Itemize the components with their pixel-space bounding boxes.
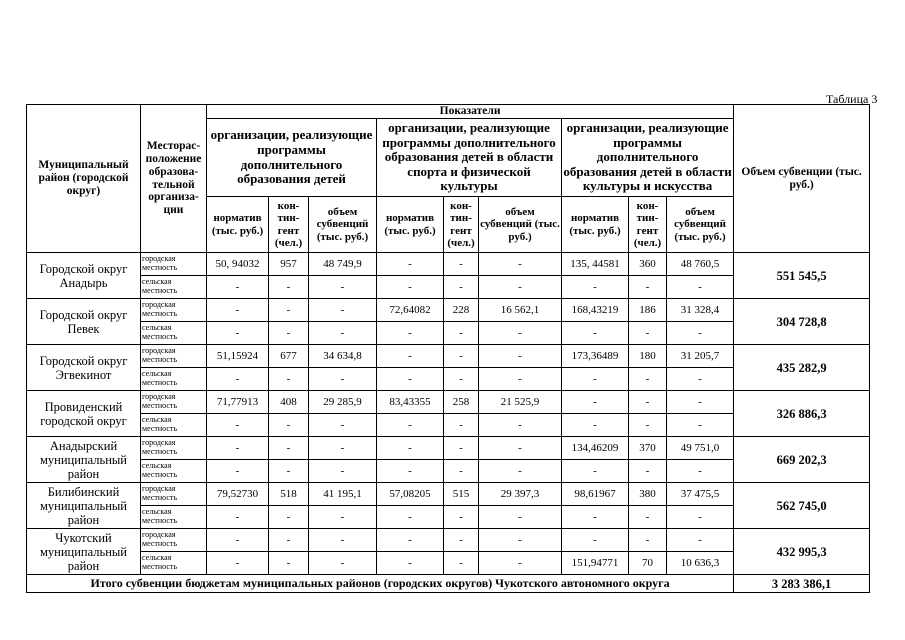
sub-header: кон-тин-гент (чел.) — [444, 197, 479, 253]
location-type: сельская местность — [141, 460, 207, 483]
value-cell: - — [629, 368, 667, 391]
value-cell: - — [269, 368, 309, 391]
value-cell: - — [479, 460, 562, 483]
value-cell: - — [667, 322, 734, 345]
footer-label: Итого субвенции бюджетам муниципальных районов (городских округов) Чукотского автономного округа — [27, 575, 734, 593]
value-cell: 408 — [269, 391, 309, 414]
value-cell: - — [377, 529, 444, 552]
value-cell: - — [444, 529, 479, 552]
value-cell: 21 525,9 — [479, 391, 562, 414]
table-row — [27, 299, 870, 322]
location-type: городская местность — [141, 529, 207, 552]
value-cell: - — [479, 276, 562, 299]
location-type: сельская местность — [141, 322, 207, 345]
district-name: Анадырский муниципальный район — [27, 437, 141, 483]
value-cell: - — [309, 529, 377, 552]
value-cell: 83,43355 — [377, 391, 444, 414]
table-row — [27, 483, 870, 506]
value-cell: - — [629, 414, 667, 437]
value-cell: - — [444, 322, 479, 345]
value-cell: - — [377, 460, 444, 483]
value-cell: - — [444, 506, 479, 529]
value-cell: - — [479, 414, 562, 437]
location-type: сельская местность — [141, 276, 207, 299]
table-row — [27, 345, 870, 368]
district-total: 432 995,3 — [734, 529, 870, 575]
location-type: городская местность — [141, 299, 207, 322]
value-cell: 31 205,7 — [667, 345, 734, 368]
value-cell: - — [377, 345, 444, 368]
location-type: городская местность — [141, 437, 207, 460]
table-row — [27, 391, 870, 414]
group-header: организации, реализующие программы дополнительного образования детей — [207, 119, 377, 197]
value-cell: - — [562, 368, 629, 391]
value-cell: - — [479, 322, 562, 345]
district-total: 435 282,9 — [734, 345, 870, 391]
value-cell: - — [562, 460, 629, 483]
table-row — [27, 253, 870, 276]
value-cell: - — [629, 391, 667, 414]
value-cell: - — [667, 368, 734, 391]
value-cell: 71,77913 — [207, 391, 269, 414]
value-cell: - — [629, 276, 667, 299]
indicators-header: Показатели — [207, 105, 734, 119]
value-cell: 677 — [269, 345, 309, 368]
value-cell: - — [207, 414, 269, 437]
sub-header: объем субвенций (тыс. руб.) — [309, 197, 377, 253]
value-cell: - — [207, 506, 269, 529]
value-cell: - — [309, 299, 377, 322]
value-cell: 135, 44581 — [562, 253, 629, 276]
location-type: городская местность — [141, 345, 207, 368]
value-cell: 49 751,0 — [667, 437, 734, 460]
value-cell: 16 562,1 — [479, 299, 562, 322]
value-cell: - — [309, 276, 377, 299]
location-type: городская местность — [141, 253, 207, 276]
value-cell: 98,61967 — [562, 483, 629, 506]
value-cell: - — [309, 460, 377, 483]
value-cell: - — [377, 276, 444, 299]
value-cell: 29 285,9 — [309, 391, 377, 414]
value-cell: 173,36489 — [562, 345, 629, 368]
location-header: Месторас-положение образова-тельной организа-ции — [141, 105, 207, 253]
value-cell: 50, 94032 — [207, 253, 269, 276]
value-cell: - — [444, 437, 479, 460]
value-cell: - — [377, 506, 444, 529]
value-cell: - — [667, 506, 734, 529]
value-cell: - — [629, 506, 667, 529]
value-cell: 70 — [629, 552, 667, 575]
value-cell: - — [377, 552, 444, 575]
value-cell: - — [207, 299, 269, 322]
table-row — [27, 529, 870, 552]
value-cell: - — [269, 506, 309, 529]
value-cell: - — [207, 437, 269, 460]
value-cell: - — [479, 506, 562, 529]
value-cell: 29 397,3 — [479, 483, 562, 506]
sub-header: объем субвенций (тыс. руб.) — [479, 197, 562, 253]
location-type: городская местность — [141, 391, 207, 414]
value-cell: - — [207, 460, 269, 483]
value-cell: 79,52730 — [207, 483, 269, 506]
value-cell: - — [479, 552, 562, 575]
value-cell: 515 — [444, 483, 479, 506]
value-cell: - — [309, 506, 377, 529]
value-cell: - — [444, 276, 479, 299]
district-header: Муниципальный район (городской округ) — [27, 105, 141, 253]
value-cell: - — [562, 529, 629, 552]
value-cell: - — [309, 368, 377, 391]
subsidy-table — [26, 104, 870, 593]
district-total: 326 886,3 — [734, 391, 870, 437]
district-name: Билибинский муниципальный район — [27, 483, 141, 529]
sub-header: норматив (тыс. руб.) — [377, 197, 444, 253]
value-cell: - — [309, 322, 377, 345]
value-cell: 228 — [444, 299, 479, 322]
value-cell: - — [444, 414, 479, 437]
value-cell: 258 — [444, 391, 479, 414]
sub-header: норматив (тыс. руб.) — [562, 197, 629, 253]
value-cell: - — [562, 506, 629, 529]
district-name: Чукотский муниципальный район — [27, 529, 141, 575]
value-cell: - — [479, 437, 562, 460]
value-cell: - — [377, 322, 444, 345]
value-cell: 10 636,3 — [667, 552, 734, 575]
value-cell: 957 — [269, 253, 309, 276]
sub-header: объем субвенций (тыс. руб.) — [667, 197, 734, 253]
location-type: сельская местность — [141, 368, 207, 391]
location-type: городская местность — [141, 483, 207, 506]
footer-total: 3 283 386,1 — [734, 575, 870, 593]
value-cell: - — [207, 322, 269, 345]
sub-header: норматив (тыс. руб.) — [207, 197, 269, 253]
value-cell: - — [377, 253, 444, 276]
value-cell: - — [444, 345, 479, 368]
group-header: организации, реализующие программы дополнительного образования детей в области культуры и искусства — [562, 119, 734, 197]
value-cell: 34 634,8 — [309, 345, 377, 368]
value-cell: - — [309, 552, 377, 575]
value-cell: 151,94771 — [562, 552, 629, 575]
value-cell: 186 — [629, 299, 667, 322]
value-cell: - — [479, 529, 562, 552]
value-cell: - — [207, 368, 269, 391]
value-cell: - — [269, 552, 309, 575]
value-cell: - — [667, 414, 734, 437]
value-cell: 48 749,9 — [309, 253, 377, 276]
value-cell: 37 475,5 — [667, 483, 734, 506]
district-total: 669 202,3 — [734, 437, 870, 483]
value-cell: - — [562, 322, 629, 345]
value-cell: - — [629, 322, 667, 345]
value-cell: - — [207, 529, 269, 552]
district-name: Городской округ Анадырь — [27, 253, 141, 299]
value-cell: - — [629, 460, 667, 483]
value-cell: - — [562, 414, 629, 437]
value-cell: 41 195,1 — [309, 483, 377, 506]
district-total: 304 728,8 — [734, 299, 870, 345]
value-cell: - — [444, 552, 479, 575]
value-cell: - — [377, 414, 444, 437]
value-cell: 518 — [269, 483, 309, 506]
value-cell: - — [269, 460, 309, 483]
value-cell: - — [562, 391, 629, 414]
value-cell: 72,64082 — [377, 299, 444, 322]
value-cell: - — [269, 414, 309, 437]
value-cell: - — [479, 345, 562, 368]
value-cell: 370 — [629, 437, 667, 460]
value-cell: - — [269, 529, 309, 552]
location-type: сельская местность — [141, 506, 207, 529]
value-cell: - — [667, 391, 734, 414]
value-cell: - — [444, 368, 479, 391]
value-cell: 48 760,5 — [667, 253, 734, 276]
value-cell: - — [667, 276, 734, 299]
value-cell: - — [309, 414, 377, 437]
value-cell: - — [629, 529, 667, 552]
value-cell: - — [207, 276, 269, 299]
value-cell: 380 — [629, 483, 667, 506]
district-name: Городской округ Эгвекинот — [27, 345, 141, 391]
value-cell: - — [269, 322, 309, 345]
table-row — [27, 437, 870, 460]
value-cell: 168,43219 — [562, 299, 629, 322]
district-name: Городской округ Певек — [27, 299, 141, 345]
value-cell: 51,15924 — [207, 345, 269, 368]
value-cell: - — [269, 276, 309, 299]
value-cell: 180 — [629, 345, 667, 368]
value-cell: 134,46209 — [562, 437, 629, 460]
value-cell: - — [444, 253, 479, 276]
district-total: 562 745,0 — [734, 483, 870, 529]
value-cell: - — [667, 460, 734, 483]
value-cell: - — [444, 460, 479, 483]
value-cell: - — [207, 552, 269, 575]
value-cell: 31 328,4 — [667, 299, 734, 322]
total-header: Объем субвенции (тыс. руб.) — [734, 105, 870, 253]
location-type: сельская местность — [141, 552, 207, 575]
value-cell: - — [562, 276, 629, 299]
value-cell: - — [377, 437, 444, 460]
sub-header: кон-тин-гент (чел.) — [629, 197, 667, 253]
value-cell: - — [269, 299, 309, 322]
value-cell: - — [269, 437, 309, 460]
value-cell: - — [377, 368, 444, 391]
value-cell: - — [667, 529, 734, 552]
value-cell: - — [309, 437, 377, 460]
group-header: организации, реализующие программы дополнительного образования детей в области спорта и физической культуры — [377, 119, 562, 197]
value-cell: 360 — [629, 253, 667, 276]
table-caption: Таблица 3 — [826, 92, 878, 106]
sub-header: кон-тин-гент (чел.) — [269, 197, 309, 253]
value-cell: 57,08205 — [377, 483, 444, 506]
value-cell: - — [479, 368, 562, 391]
district-name: Провиденский городской округ — [27, 391, 141, 437]
value-cell: - — [479, 253, 562, 276]
district-total: 551 545,5 — [734, 253, 870, 299]
location-type: сельская местность — [141, 414, 207, 437]
